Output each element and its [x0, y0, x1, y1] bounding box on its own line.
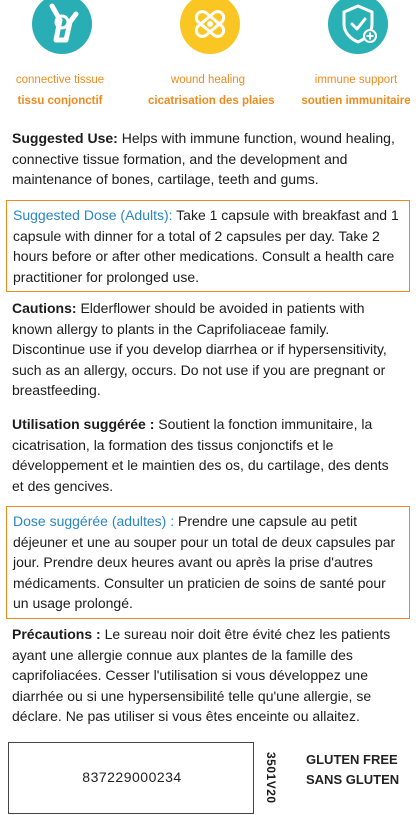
lot-code-text: 3501V20 [264, 752, 278, 804]
wound-healing-icon [180, 0, 240, 54]
cautions-label: Cautions: [12, 300, 77, 316]
suggested-use-label: Suggested Use: [12, 130, 118, 146]
cautions-section [12, 298, 404, 401]
utilisation-text: Soutient la fonction immunitaire, la cicatrisation, la formation des tissus conjonctifs et le développement et le maintien des os, du cartilage, des dents et des gencives. [12, 416, 389, 494]
suggested-use-section [12, 128, 404, 190]
wound-healing-label-en: wound healing [170, 74, 246, 86]
immune-support-label-en: immune support [314, 74, 398, 86]
barcode-box [8, 742, 254, 814]
suggested-dose-box [6, 200, 410, 292]
barcode-number: 837229000234 [82, 769, 182, 785]
cautions-text: Elderflower should be avoided in patients with known allergy to plants in the Caprifoliaceae family. Discontinue use if you develop diarrhea or if hypersensitivity, such as an allergy, occurs. Do not use if you are pregnant or breastfeeding. [12, 300, 387, 398]
precautions-text: Le sureau noir doit être évité chez les patients ayant une allergie connue aux plantes de la famille des caprifoliacées. Cesser l'utilisation si vous développez une diarrhée ou si une hypersensibilité telle qu'une allergie, se déclare. Ne pas utiliser si vous êtes enceinte ou allaitez. [12, 626, 391, 724]
connective-tissue-label-en: connective tissue [15, 74, 105, 86]
connective-tissue-icon [32, 0, 92, 54]
precautions-label: Précautions : [12, 626, 101, 642]
dose-fr-text: Prendre une capsule au petit déjeuner et une au souper pour un total de deux capsules par jour. Prendre deux heures avant ou après la prise d'autres médicaments. Consulter un praticien de soins de santé pour un usage prolongé. [13, 513, 396, 611]
connective-tissue-label-fr: tissu conjonctif [17, 95, 103, 107]
wound-healing-label-fr: cicatrisation des plaies [148, 95, 275, 107]
immune-support-label-fr: soutien immunitaire [301, 95, 411, 107]
suggested-dose-label: Suggested Dose (Adults): [13, 207, 173, 223]
suggested-use-text: Helps with immune function, wound healing, connective tissue formation, and the development and maintenance of bones, cartilage, teeth and gums. [12, 130, 395, 187]
utilisation-section [12, 414, 404, 496]
gluten-free-fr: SANS GLUTEN [306, 772, 400, 787]
dose-fr-box [6, 506, 410, 619]
benefit-icons-row [0, 0, 416, 120]
immune-support-icon [328, 0, 388, 54]
gluten-free-en: GLUTEN FREE [306, 752, 398, 767]
utilisation-label: Utilisation suggérée : [12, 416, 155, 432]
suggested-dose-text: Take 1 capsule with breakfast and 1 capsule with dinner for a total of 2 capsules per day. Take 2 hours before or after other medications. Consult a health care practitioner for prolonged use. [13, 207, 399, 285]
precautions-section [12, 624, 404, 727]
dose-fr-label: Dose suggérée (adultes) : [13, 513, 175, 529]
lot-code [262, 752, 280, 815]
